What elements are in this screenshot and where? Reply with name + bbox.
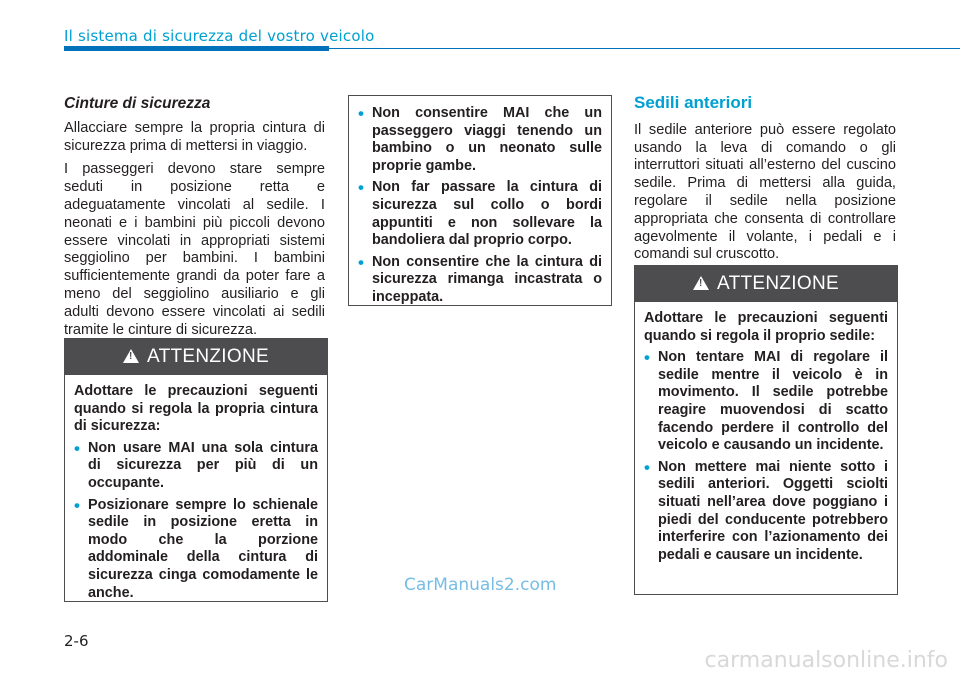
left-paragraph-2: I passeggeri devono stare sempre seduti in posizione retta e adeguatamente vincolati al sedile. I neonati e i bambini più piccoli devono essere vincolati in appropriati sistemi seggiolino per bambini. I bambini sufficientemente grandi da poter fare a meno del seggiolino ausiliario e gli adulti devono essere vincolati ai sedili tramite le cinture di sicurezza. [64, 161, 325, 338]
right-column [634, 94, 896, 270]
warning-title: ATTENZIONE [717, 273, 839, 294]
front-seats-heading: Sedili anteriori [634, 93, 753, 112]
warning-title: ATTENZIONE [147, 346, 269, 367]
warning-header [635, 266, 897, 302]
watermark-carmanuals2[interactable]: CarManuals2.com [404, 575, 557, 595]
warning-bullet: • Non tentare MAI di regolare il sedile mentre il veicolo è in movimento. Il sedile potrebbe reagire muovendosi di scatto facendo perdere il controllo del veicolo e causando un incidente. [644, 349, 888, 455]
warning-body [65, 375, 327, 612]
warning-box-continuation [348, 95, 612, 306]
continuation-body [349, 96, 611, 317]
page-number: 2-6 [64, 632, 89, 650]
warning-triangle-icon [693, 276, 709, 290]
warning-body [635, 302, 897, 574]
watermark-carmanualsonline: carmanualsonline.info [704, 648, 948, 673]
warning-intro: Adottare le precauzioni seguenti quando si regola il proprio sedile: [644, 310, 888, 344]
warning-bullet: • Non usare MAI una sola cintura di sicurezza per più di un occupante. [74, 440, 318, 493]
header-rule-thick [64, 46, 329, 51]
seatbelts-heading: Cinture di sicurezza [64, 95, 211, 112]
warning-intro: Adottare le precauzioni seguenti quando si regola la propria cintura di sicurezza: [74, 383, 318, 435]
warning-bullet: • Non mettere mai niente sotto i sedili anteriori. Oggetti sciolti situati nell’area dove poggiano i piedi del conducente potrebbero interferire con l’azionamento dei pedali e causare un incidente. [644, 459, 888, 565]
warning-box-seats [634, 265, 898, 595]
right-paragraph-1: Il sedile anteriore può essere regolato usando la leva di comando o gli interruttori situati all’esterno del cuscino sedile. Prima di mettersi alla guida, regolare il sedile nella posizione appropriata che consenta di controllare agevolmente il volante, i pedali e i comandi sul cruscotto. [634, 121, 896, 263]
warning-header [65, 339, 327, 375]
warning-bullet: • Non consentire MAI che un passeggero viaggi tenendo un bambino o un neonato sulle proprie gambe. [358, 105, 602, 175]
warning-bullet: • Non consentire che la cintura di sicurezza rimanga incastrata o inceppata. [358, 254, 602, 307]
section-title: Il sistema di sicurezza del vostro veicolo [64, 27, 375, 45]
warning-bullet: • Non far passare la cintura di sicurezza sul collo o bordi appuntiti e non sollevare la bandoliera dal proprio corpo. [358, 179, 602, 249]
warning-box-seatbelt [64, 338, 328, 602]
left-paragraph-1: Allacciare sempre la propria cintura di sicurezza prima di mettersi in viaggio. [64, 119, 325, 154]
warning-triangle-icon [123, 349, 139, 363]
header-rule-thin [329, 48, 960, 49]
left-column [64, 95, 325, 345]
warning-bullet: • Posizionare sempre lo schienale sedile in posizione eretta in modo che la porzione addominale della cintura di sicurezza cinga comodamente le anche. [74, 497, 318, 603]
